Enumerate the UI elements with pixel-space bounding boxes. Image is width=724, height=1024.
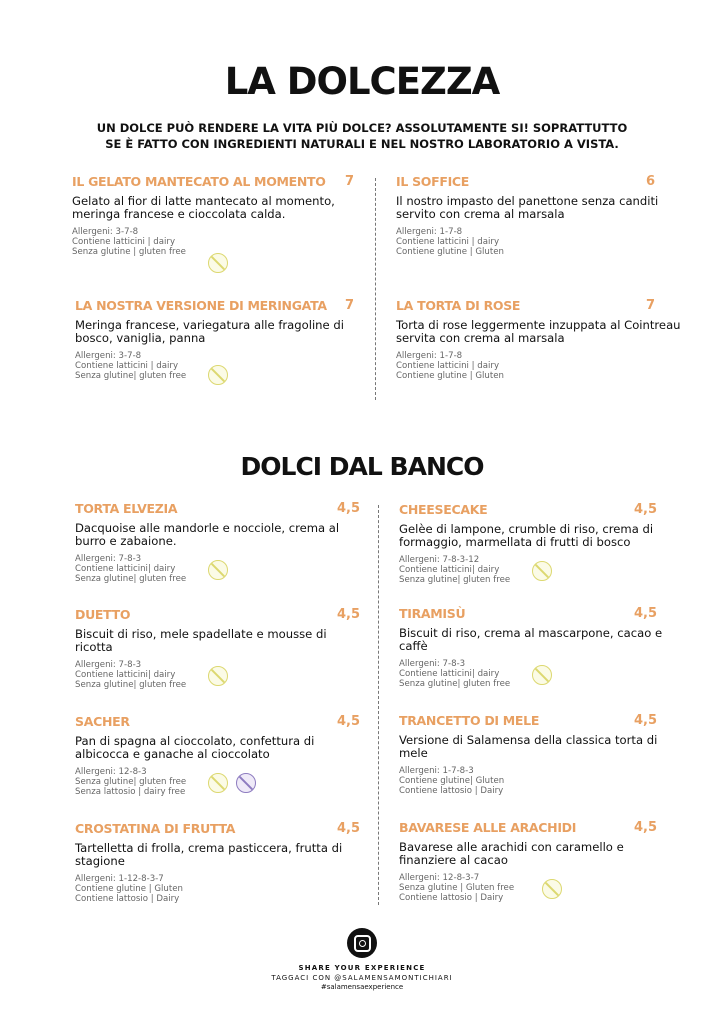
footer-share: SHARE YOUR EXPERIENCE	[298, 964, 426, 972]
item-price: 4,5	[634, 713, 658, 728]
allergen-line: Senza glutine| gluten free	[399, 574, 511, 585]
allergen-line: Allergeni: 7-8-3	[399, 659, 466, 669]
allergen-line: Contiene glutine | Gluten	[396, 246, 504, 257]
menu-item	[75, 298, 360, 381]
item-price: 7	[646, 298, 656, 313]
item-description: Tartelletta di frolla, crema pasticcera, frutta di stagione	[75, 841, 343, 868]
instagram-icon[interactable]	[347, 928, 377, 958]
item-price: 4,5	[337, 607, 361, 622]
item-name: SACHER	[75, 714, 130, 729]
allergen-line: Allergeni: 7-8-3	[75, 660, 142, 670]
allergen-line: Contiene latticini | dairy	[75, 360, 179, 371]
item-description: Biscuit di riso, mele spadellate e mousse di ricotta	[75, 627, 327, 654]
item-price: 4,5	[634, 606, 658, 621]
column-divider	[375, 178, 376, 400]
allergen-line: Allergeni: 12-8-3	[75, 767, 147, 777]
item-price: 4,5	[337, 821, 361, 836]
menu-item	[396, 298, 681, 381]
item-name: TIRAMISÙ	[399, 606, 466, 621]
allergen-line: Contiene lattosio | Dairy	[399, 892, 504, 903]
subtitle: UN DOLCE PUÒ RENDERE LA VITA PIÙ DOLCE? ASSOLUTAMENTE SI! SOPRATTUTTO SE È FATTO CON INGREDIENTI NATURALI E NEL NOSTRO LABORATORIO A VISTA.	[96, 121, 628, 151]
gluten-free-icon	[208, 253, 228, 273]
item-allergens	[75, 875, 360, 904]
item-name: IL GELATO MANTECATO AL MOMENTO	[72, 174, 326, 189]
section-title-dolci-dal-banco: DOLCI DAL BANCO	[240, 452, 484, 481]
item-allergens	[396, 228, 681, 257]
item-allergens	[399, 767, 684, 796]
item-description: Versione di Salamensa della classica torta di mele	[399, 733, 658, 760]
menu-item	[396, 174, 681, 257]
gluten-free-icon	[208, 560, 228, 580]
gluten-free-icon	[532, 665, 552, 685]
item-name: BAVARESE ALLE ARACHIDI	[399, 820, 577, 835]
gluten-free-icon	[208, 666, 228, 686]
allergen-line: Contiene latticini| dairy	[75, 563, 176, 574]
item-name: LA TORTA DI ROSE	[396, 298, 521, 313]
gluten-free-icon	[208, 773, 228, 793]
item-name: TORTA ELVEZIA	[75, 501, 178, 516]
item-name: CHEESECAKE	[399, 502, 488, 517]
allergen-line: Allergeni: 12-8-3-7	[399, 873, 480, 883]
allergen-line: Contiene glutine | Gluten	[75, 883, 183, 894]
allergen-line: Contiene glutine | Gluten	[396, 370, 504, 381]
column-divider	[378, 505, 379, 905]
allergen-line: Senza lattosio | dairy free	[75, 786, 186, 797]
item-description: Il nostro impasto del panettone senza canditi servito con crema al marsala	[396, 194, 659, 221]
item-description: Pan di spagna al cioccolato, confettura di albicocca e ganache al cioccolato	[75, 734, 315, 761]
item-price: 7	[345, 298, 355, 313]
item-description: Torta di rose leggermente inzuppata al Cointreau servita con crema al marsala	[396, 318, 681, 345]
lactose-free-icon	[236, 773, 256, 793]
gluten-free-icon	[542, 879, 562, 899]
menu-item	[399, 820, 684, 903]
allergen-line: Senza glutine| gluten free	[75, 679, 187, 690]
menu-item	[399, 606, 684, 689]
item-description: Biscuit di riso, crema al mascarpone, cacao e caffè	[399, 626, 663, 653]
gluten-free-icon	[532, 561, 552, 581]
item-name: DUETTO	[75, 607, 131, 622]
menu-item	[399, 502, 684, 585]
item-description: Gelèe di lampone, crumble di riso, crema di formaggio, marmellata di frutti di bosco	[399, 522, 654, 549]
menu-item	[399, 713, 684, 796]
allergen-line: Allergeni: 1-12-8-3-7	[75, 874, 164, 884]
allergen-line: Senza glutine| gluten free	[75, 776, 187, 787]
allergen-line: Allergeni: 1-7-8	[396, 227, 463, 237]
menu-item	[75, 607, 360, 690]
footer-tag: TAGGACI CON @SALAMENSAMONTICHIARI	[271, 974, 453, 982]
item-price: 4,5	[634, 502, 658, 517]
allergen-line: Contiene latticini | dairy	[396, 360, 500, 371]
item-description: Dacquoise alle mandorle e nocciole, crema al burro e zabaione.	[75, 521, 340, 548]
allergen-line: Contiene latticini| dairy	[399, 668, 500, 679]
footer	[0, 928, 724, 991]
menu-item	[75, 714, 360, 797]
allergen-line: Allergeni: 3-7-8	[72, 227, 139, 237]
allergen-line: Allergeni: 7-8-3-12	[399, 555, 480, 565]
menu-item	[75, 501, 360, 584]
allergen-line: Contiene latticini| dairy	[399, 564, 500, 575]
item-allergens	[396, 352, 681, 381]
allergen-line: Contiene glutine| Gluten	[399, 775, 505, 786]
menu-item	[75, 821, 360, 904]
item-name: IL SOFFICE	[396, 174, 470, 189]
item-name: TRANCETTO DI MELE	[399, 713, 540, 728]
item-price: 4,5	[337, 714, 361, 729]
item-description: Meringa francese, variegatura alle fragoline di bosco, vaniglia, panna	[75, 318, 344, 345]
menu-item	[72, 174, 357, 257]
allergen-line: Allergeni: 1-7-8-3	[399, 766, 474, 776]
item-price: 4,5	[634, 820, 658, 835]
allergen-line: Allergeni: 3-7-8	[75, 351, 142, 361]
allergen-line: Allergeni: 7-8-3	[75, 554, 142, 564]
item-price: 6	[646, 174, 656, 189]
item-description: Gelato al fior di latte mantecato al momento, meringa francese e cioccolata calda.	[72, 194, 335, 221]
item-description: Bavarese alle arachidi con caramello e finanziere al cacao	[399, 840, 624, 867]
item-price: 4,5	[337, 501, 361, 516]
allergen-line: Senza glutine| gluten free	[399, 678, 511, 689]
allergen-line: Contiene lattosio | Dairy	[399, 785, 504, 796]
allergen-line: Contiene lattosio | Dairy	[75, 893, 180, 904]
item-name: CROSTATINA DI FRUTTA	[75, 821, 236, 836]
allergen-line: Contiene latticini | dairy	[396, 236, 500, 247]
allergen-line: Allergeni: 1-7-8	[396, 351, 463, 361]
allergen-line: Contiene latticini| dairy	[75, 669, 176, 680]
allergen-line: Senza glutine | gluten free	[72, 246, 186, 257]
footer-hashtag: #salamensaexperience	[320, 983, 404, 991]
allergen-line: Contiene latticini | dairy	[72, 236, 176, 247]
page-title: LA DOLCEZZA	[224, 60, 500, 103]
item-price: 7	[345, 174, 355, 189]
item-name: LA NOSTRA VERSIONE DI MERINGATA	[75, 298, 327, 313]
allergen-line: Senza glutine| gluten free	[75, 370, 187, 381]
gluten-free-icon	[208, 365, 228, 385]
allergen-line: Senza glutine | Gluten free	[399, 882, 515, 893]
allergen-line: Senza glutine| gluten free	[75, 573, 187, 584]
